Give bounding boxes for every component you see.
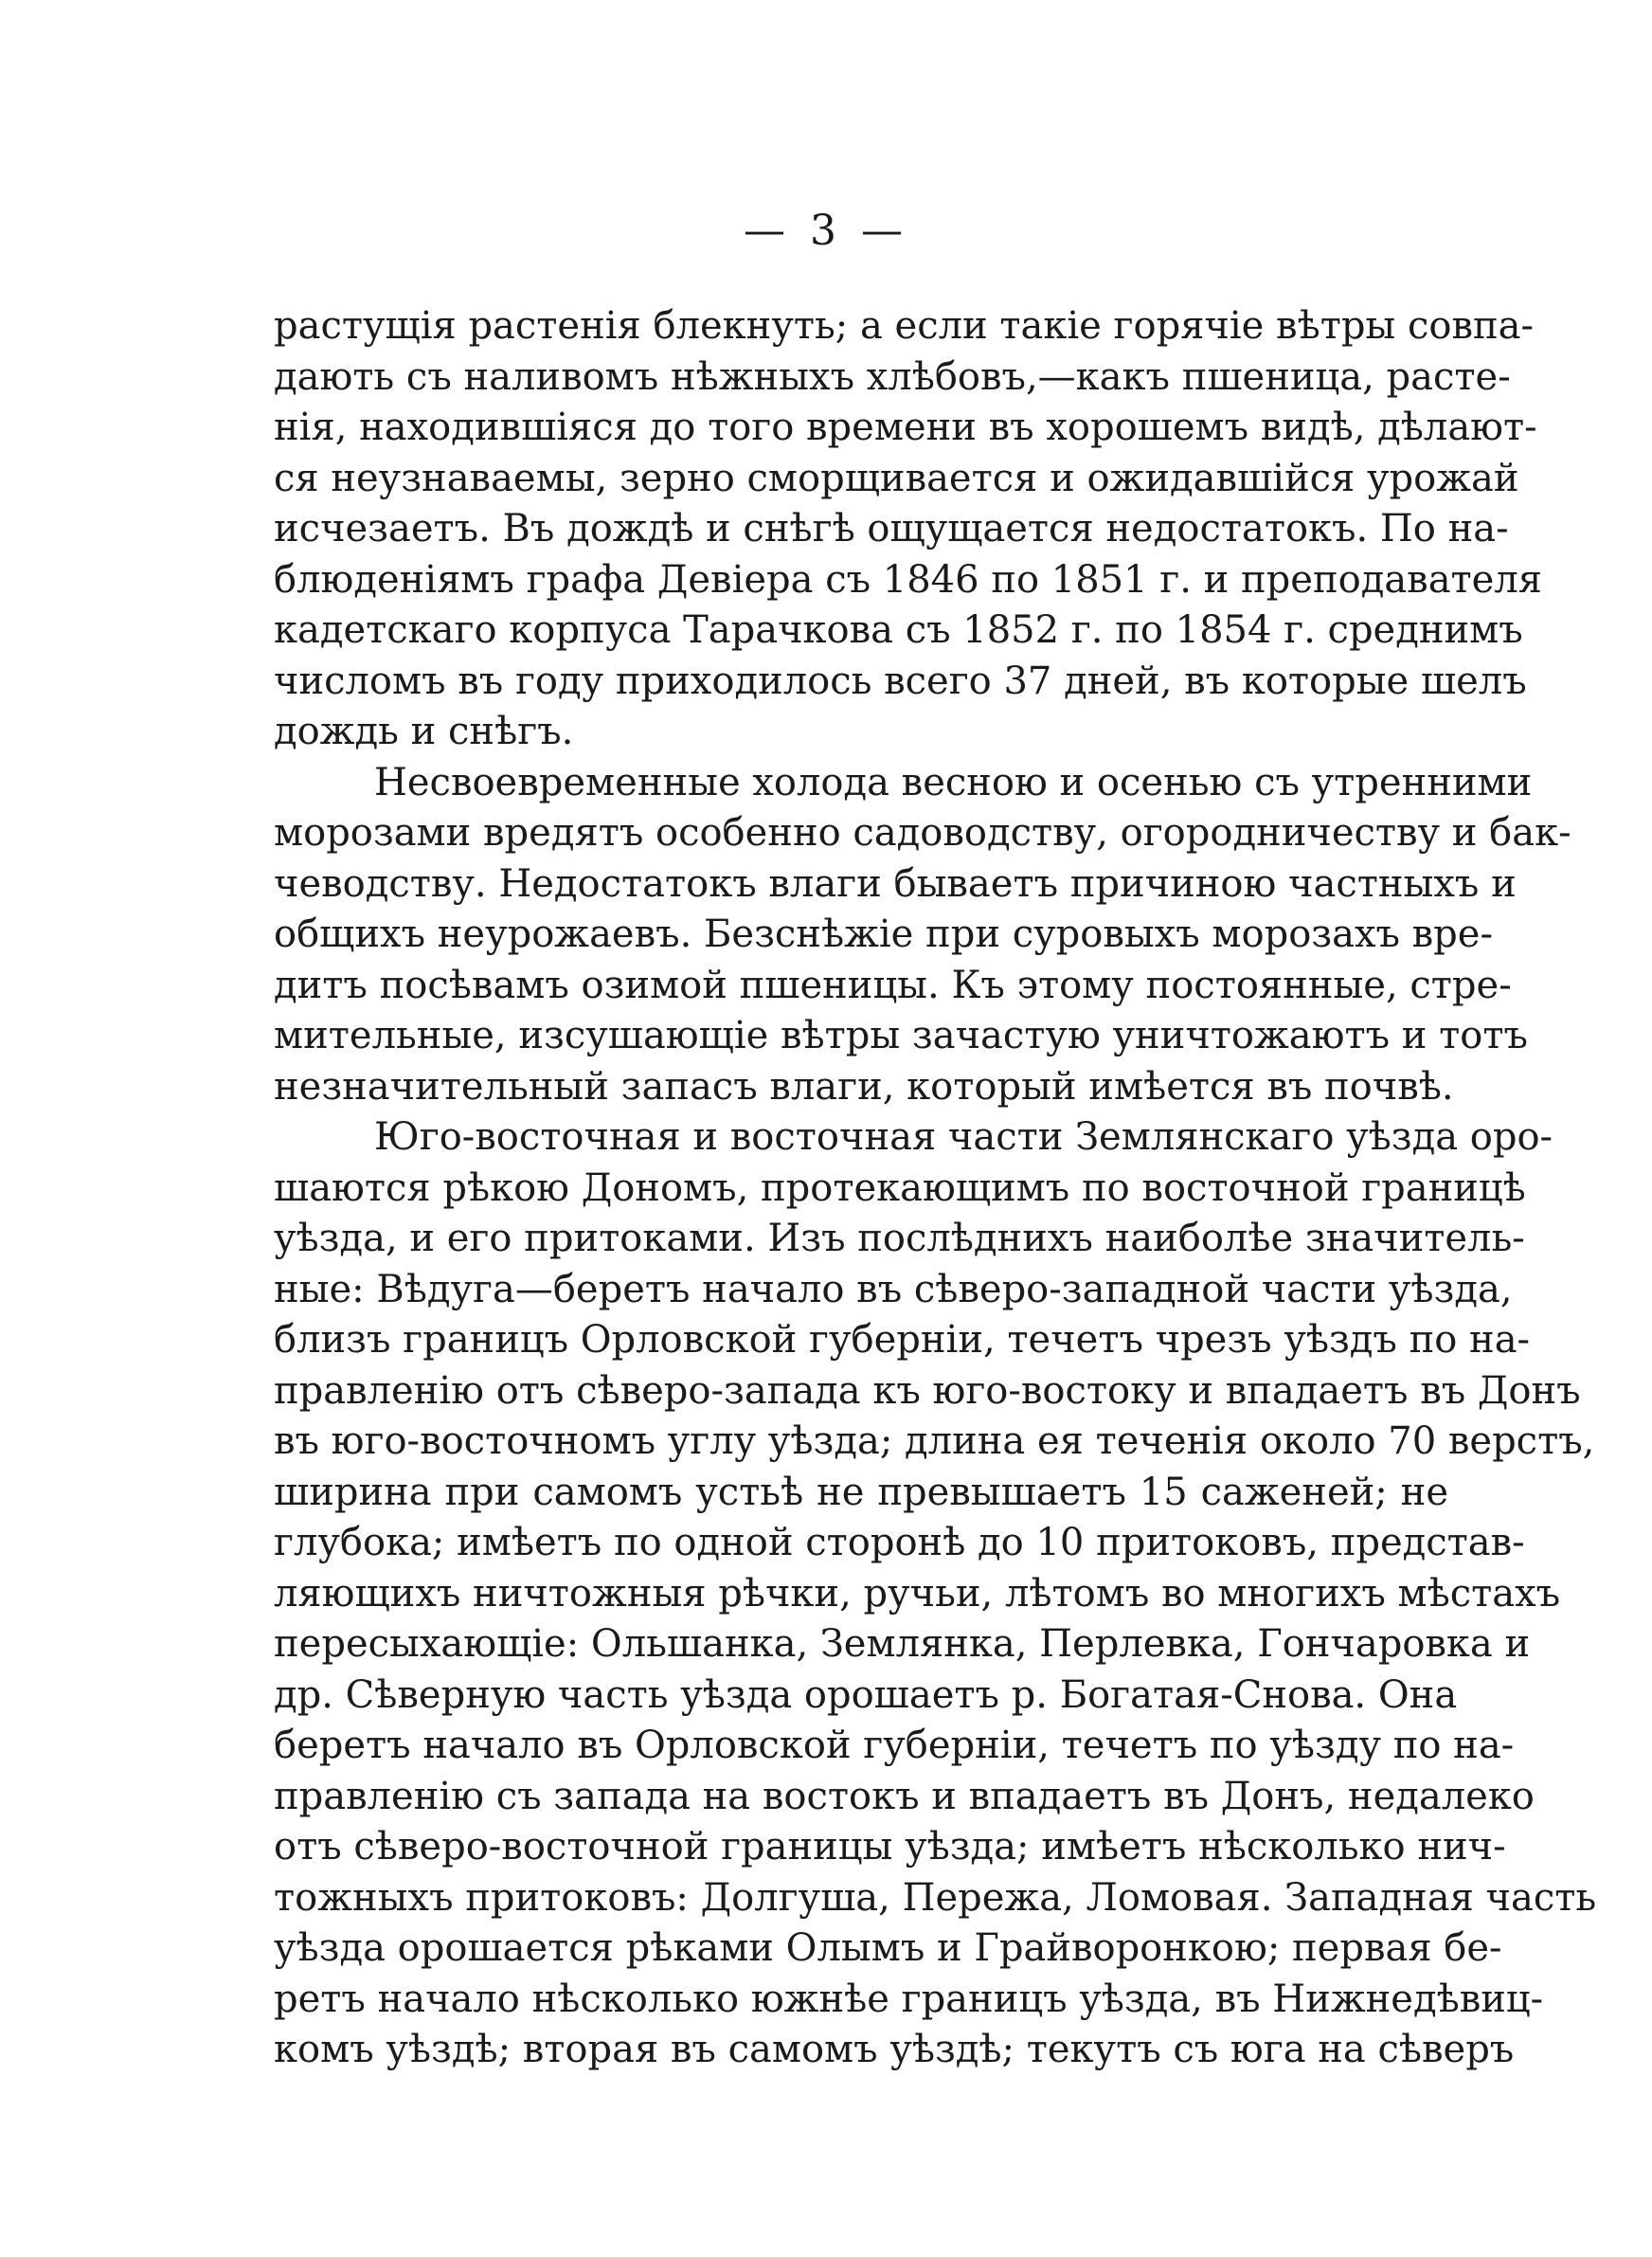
text-line: мительные, изсушающіе вѣтры зачастую уничтожаютъ и тотъ: [274, 1014, 1528, 1057]
body-text: [274, 301, 1597, 2076]
text-line: ся неузнаваемы, зерно сморщивается и ожидавшійся урожай: [274, 456, 1519, 500]
text-line: тожныхъ притоковъ: Долгуша, Пережа, Ломовая. Западная часть: [274, 1875, 1597, 1920]
text-line: дають съ наливомъ нѣжныхъ хлѣбовъ,—какъ пшеница, расте-: [274, 354, 1511, 399]
text-line: пересыхающіе: Ольшанка, Землянка, Перлевка, Гончаровка и: [274, 1622, 1531, 1666]
text-line: нія, находившіяся до того времени въ хорошемъ видѣ, дѣлают-: [274, 406, 1537, 449]
text-line: чеводству. Недостатокъ влаги бываетъ причиною частныхъ и: [274, 861, 1517, 906]
text-line: ретъ начало нѣсколько южнѣе границъ уѣзда, въ Нижнедѣвиц-: [274, 1977, 1544, 2021]
text-line: исчезаетъ. Въ дождѣ и снѣгѣ ощущается недостатокъ. По на-: [274, 507, 1509, 551]
text-line: ширина при самомъ устьѣ не превышаетъ 15 саженей; не: [274, 1470, 1448, 1514]
text-line: отъ сѣверо-восточной границы уѣзда; имѣетъ нѣсколько нич-: [274, 1825, 1506, 1869]
text-line: въ юго-восточномъ углу уѣзда; длина ея теченія около 70 верстъ,: [274, 1419, 1595, 1463]
text-line: правленію съ запада на востокъ и впадаетъ въ Донъ, недалеко: [274, 1774, 1535, 1818]
text-line: шаются рѣкою Дономъ, протекающимъ по восточной границѣ: [274, 1165, 1526, 1210]
text-line: кадетскаго корпуса Тарачкова съ 1852 г. по 1854 г. среднимъ: [274, 608, 1523, 652]
page-number: — 3 —: [744, 207, 908, 255]
text-line: ные: Вѣдуга—беретъ начало въ сѣверо-западной части уѣзда,: [274, 1267, 1513, 1311]
text-line: комъ уѣздѣ; вторая въ самомъ уѣздѣ; текутъ съ юга на сѣверъ: [274, 2028, 1515, 2071]
text-line: др. Сѣверную часть уѣзда орошаетъ р. Богатая-Снова. Она: [274, 1672, 1458, 1717]
text-line: морозами вредятъ особенно садоводству, огородничеству и бак-: [274, 811, 1571, 855]
text-line: блюденіямъ графа Девіера съ 1846 по 1851 г. и преподавателя: [274, 557, 1542, 602]
text-line: уѣзда, и его притоками. Изъ послѣднихъ наиболѣе значитель-: [274, 1217, 1525, 1260]
paragraph: [274, 1112, 1597, 2076]
text-line: уѣзда орошается рѣками Олымъ и Грайворонкою; первая бе-: [274, 1926, 1502, 1970]
paragraph: [274, 758, 1571, 1113]
text-line: Несвоевременные холода весною и осенью съ утренними: [374, 760, 1533, 804]
paragraph: [274, 301, 1542, 758]
text-line: числомъ въ году приходилось всего 37 дней, въ которые шелъ: [274, 659, 1527, 703]
text-line: правленію отъ сѣверо-запада къ юго-востоку и впадаетъ въ Донъ: [274, 1368, 1581, 1413]
text-line: глубока; имѣетъ по одной сторонѣ до 10 притоковъ, представ-: [274, 1521, 1525, 1564]
text-line: незначительный запасъ влаги, который имѣется въ почвѣ.: [274, 1064, 1454, 1109]
text-line: ляющихъ ничтожныя рѣчки, ручьи, лѣтомъ во многихъ мѣстахъ: [274, 1571, 1561, 1616]
text-line: дитъ посѣвамъ озимой пшеницы. Къ этому постоянные, стре-: [274, 963, 1512, 1007]
text-line: дождь и снѣгъ.: [274, 710, 574, 753]
text-line: Юго-восточная и восточная части Землянскаго уѣзда оро-: [374, 1115, 1553, 1159]
text-line: растущія растенія блекнуть; а если такіе горячіе вѣтры совпа-: [274, 304, 1534, 348]
text-line: общихъ неурожаевъ. Безснѣжіе при суровыхъ морозахъ вре-: [274, 912, 1493, 956]
text-line: беретъ начало въ Орловской губерніи, течетъ по уѣзду по на-: [274, 1724, 1515, 1767]
text-line: близъ границъ Орловской губерніи, течетъ чрезъ уѣздъ по на-: [274, 1318, 1531, 1362]
